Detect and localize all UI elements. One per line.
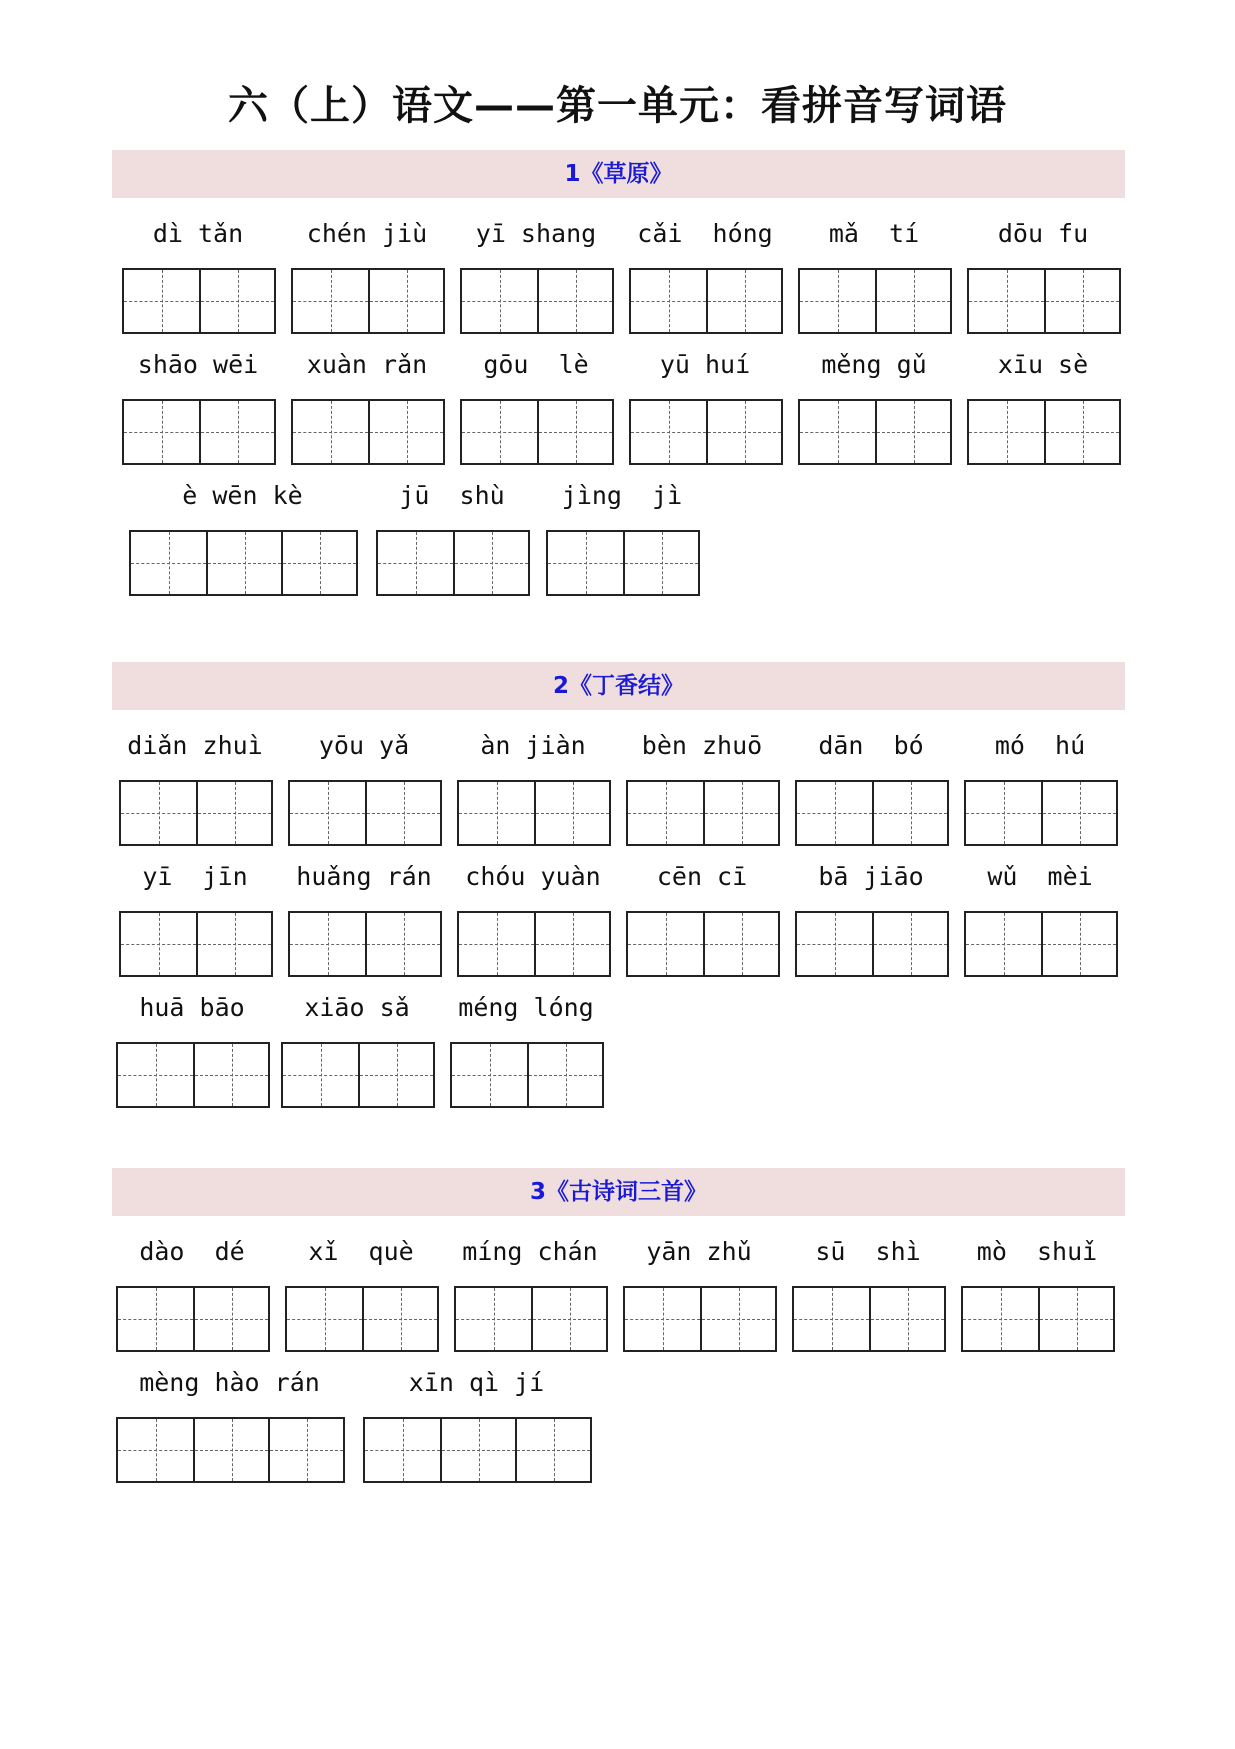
page-title: 六（上）语文——第一单元：看拼音写词语 xyxy=(228,83,1007,129)
pinyin: jìng jì xyxy=(561,481,683,510)
section-3 xyxy=(112,1168,1125,1478)
pinyin: huā bāo xyxy=(139,993,245,1022)
word-item xyxy=(967,329,1119,460)
pinyin: xīn qì jí xyxy=(408,1368,545,1397)
word-item xyxy=(288,841,440,972)
pinyin: yī shang xyxy=(475,219,597,248)
writing-grid[interactable] xyxy=(546,530,700,596)
word-item xyxy=(450,972,602,1103)
word-item xyxy=(460,329,612,460)
writing-grid[interactable] xyxy=(116,1042,270,1108)
pinyin: bèn zhuō xyxy=(641,731,763,760)
pinyin: è wēn kè xyxy=(182,481,303,510)
writing-grid[interactable] xyxy=(454,1286,608,1352)
writing-grid[interactable] xyxy=(291,399,445,465)
writing-grid[interactable] xyxy=(626,780,780,846)
word-item xyxy=(798,329,950,460)
word-item xyxy=(291,329,443,460)
pinyin: jū shù xyxy=(399,481,505,510)
pinyin: dào dé xyxy=(139,1237,245,1266)
pinyin: wǔ mèi xyxy=(987,862,1093,891)
pinyin: dān bó xyxy=(818,731,924,760)
pinyin: yū huí xyxy=(659,350,751,379)
pinyin: cēn cī xyxy=(656,862,748,891)
section-header: 1《草原》 xyxy=(112,150,1125,198)
writing-grid[interactable] xyxy=(450,1042,604,1108)
word-item xyxy=(626,710,778,841)
writing-grid[interactable] xyxy=(291,268,445,334)
writing-grid[interactable] xyxy=(964,780,1118,846)
writing-grid[interactable] xyxy=(623,1286,777,1352)
writing-grid[interactable] xyxy=(798,399,952,465)
pinyin: àn jiàn xyxy=(480,731,586,760)
word-item xyxy=(626,841,778,972)
word-item xyxy=(798,198,950,329)
pinyin: yān zhǔ xyxy=(646,1237,752,1266)
word-item xyxy=(967,198,1119,329)
word-item xyxy=(119,710,271,841)
writing-grid[interactable] xyxy=(967,399,1121,465)
word-item xyxy=(376,460,528,591)
writing-grid[interactable] xyxy=(122,268,276,334)
word-item xyxy=(291,198,443,329)
word-item xyxy=(964,710,1116,841)
section-header: 3《古诗词三首》 xyxy=(112,1168,1125,1216)
word-item xyxy=(116,1347,343,1478)
writing-grid[interactable] xyxy=(288,911,442,977)
word-row xyxy=(112,710,1125,841)
word-item xyxy=(129,460,356,591)
section-1 xyxy=(112,150,1125,591)
pinyin: xiāo sǎ xyxy=(304,993,410,1022)
writing-grid[interactable] xyxy=(119,911,273,977)
word-item xyxy=(457,710,609,841)
pinyin: xuàn rǎn xyxy=(306,350,428,379)
pinyin: dì tǎn xyxy=(152,219,244,248)
pinyin: yōu yǎ xyxy=(318,731,410,760)
word-item xyxy=(122,329,274,460)
writing-grid[interactable] xyxy=(457,780,611,846)
pinyin: mò shuǐ xyxy=(976,1237,1098,1266)
word-item xyxy=(795,710,947,841)
pinyin: chén jiù xyxy=(306,219,428,248)
writing-grid[interactable] xyxy=(457,911,611,977)
pinyin: cǎi hóng xyxy=(637,219,773,248)
word-row xyxy=(112,841,1125,972)
writing-grid[interactable] xyxy=(964,911,1118,977)
word-item xyxy=(116,1216,268,1347)
writing-grid[interactable] xyxy=(798,268,952,334)
word-item xyxy=(457,841,609,972)
pinyin: diǎn zhuì xyxy=(127,731,263,760)
word-item xyxy=(116,972,268,1103)
word-row xyxy=(112,198,1125,329)
pinyin: gōu lè xyxy=(483,350,589,379)
pinyin: xǐ què xyxy=(308,1237,414,1266)
pinyin: huǎng rán xyxy=(296,862,432,891)
pinyin: shāo wēi xyxy=(137,350,259,379)
word-row xyxy=(112,1347,1125,1478)
writing-grid[interactable] xyxy=(961,1286,1115,1352)
word-item xyxy=(281,972,433,1103)
pinyin: mó hú xyxy=(994,731,1086,760)
pinyin: yī jīn xyxy=(142,862,248,891)
word-item xyxy=(454,1216,606,1347)
pinyin: xīu sè xyxy=(997,350,1089,379)
pinyin: míng chán xyxy=(462,1237,598,1266)
word-item xyxy=(363,1347,590,1478)
word-item xyxy=(964,841,1116,972)
writing-grid[interactable] xyxy=(288,780,442,846)
writing-grid[interactable] xyxy=(629,268,783,334)
writing-grid[interactable] xyxy=(795,911,949,977)
word-row xyxy=(112,329,1125,460)
word-row xyxy=(112,1216,1125,1347)
section-header: 2《丁香结》 xyxy=(112,662,1125,710)
pinyin: mèng hào rán xyxy=(139,1368,320,1397)
writing-grid[interactable] xyxy=(967,268,1121,334)
writing-grid[interactable] xyxy=(376,530,530,596)
writing-grid[interactable] xyxy=(116,1417,345,1483)
word-item xyxy=(285,1216,437,1347)
pinyin: chóu yuàn xyxy=(465,862,601,891)
section-2 xyxy=(112,662,1125,1103)
pinyin: mǎ tí xyxy=(828,219,920,248)
writing-grid[interactable] xyxy=(281,1042,435,1108)
word-item xyxy=(629,329,781,460)
word-row xyxy=(112,460,1125,591)
word-item xyxy=(122,198,274,329)
writing-grid[interactable] xyxy=(363,1417,592,1483)
word-item xyxy=(795,841,947,972)
writing-grid[interactable] xyxy=(629,399,783,465)
word-item xyxy=(792,1216,944,1347)
pinyin: měng gǔ xyxy=(821,350,927,379)
writing-grid[interactable] xyxy=(122,399,276,465)
pinyin: dōu fu xyxy=(997,219,1089,248)
writing-grid[interactable] xyxy=(795,780,949,846)
pinyin: sū shì xyxy=(815,1237,921,1266)
writing-grid[interactable] xyxy=(792,1286,946,1352)
word-item xyxy=(119,841,271,972)
word-item xyxy=(629,198,781,329)
writing-grid[interactable] xyxy=(460,268,614,334)
word-item xyxy=(623,1216,775,1347)
word-item xyxy=(288,710,440,841)
pinyin: bā jiāo xyxy=(818,862,924,891)
pinyin: méng lóng xyxy=(458,993,594,1022)
word-item xyxy=(961,1216,1113,1347)
writing-grid[interactable] xyxy=(116,1286,270,1352)
word-row xyxy=(112,972,1125,1103)
writing-grid[interactable] xyxy=(285,1286,439,1352)
word-item xyxy=(460,198,612,329)
writing-grid[interactable] xyxy=(119,780,273,846)
word-item xyxy=(546,460,698,591)
writing-grid[interactable] xyxy=(460,399,614,465)
writing-grid[interactable] xyxy=(129,530,358,596)
writing-grid[interactable] xyxy=(626,911,780,977)
